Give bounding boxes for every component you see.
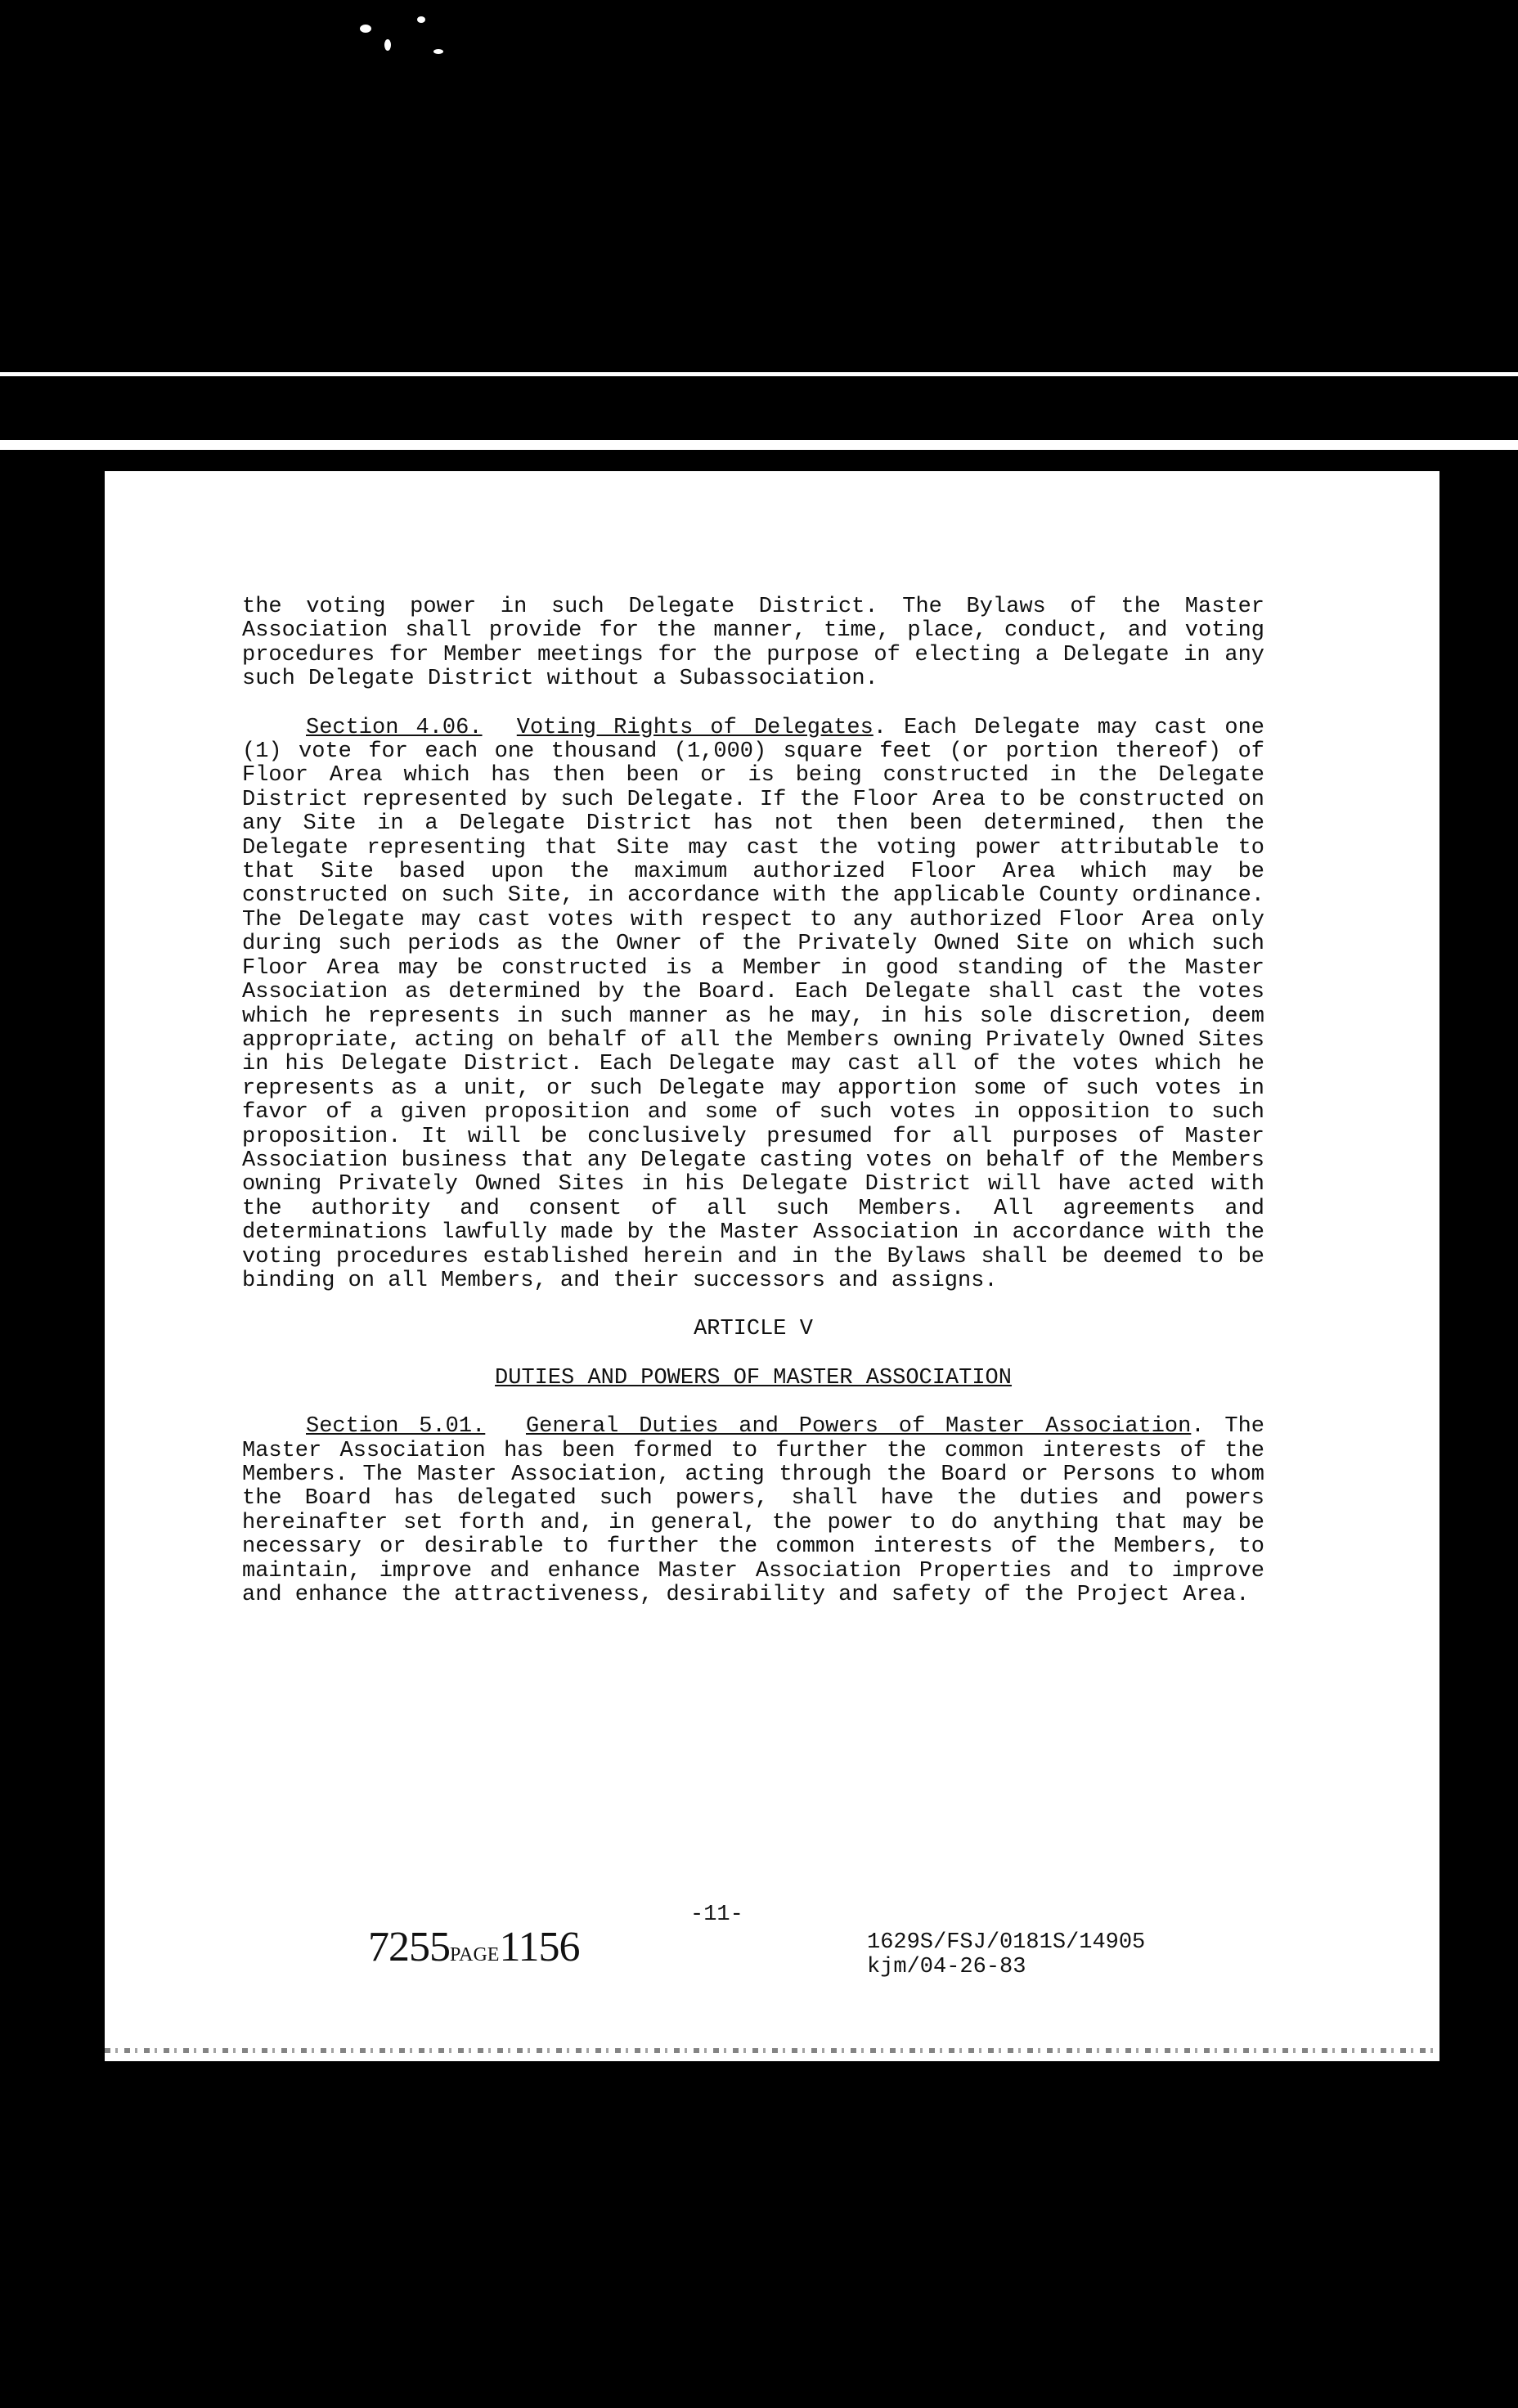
paragraph-section-4-06 xyxy=(242,717,1264,1294)
scan-noise-edge xyxy=(105,2048,1439,2053)
scan-border-line xyxy=(0,372,1518,376)
scan-speck xyxy=(433,49,443,54)
section-heading: Voting Rights of Delegates xyxy=(516,715,874,740)
recording-stamp xyxy=(368,1923,580,1971)
scan-speck xyxy=(417,16,425,23)
section-heading: General Duties and Powers of Master Association xyxy=(525,1414,1192,1440)
section-text: . The Master Association has been formed to further the common interests of the Members. The Master Association, acting through the Board or Persons to whom the Board has delegated such powers, shall have the duties and powers hereinafter set forth and, in general, the power to do anything that may be necessary or desirable to further the common interests of the Members, to maintain, improve and enhance Master Association Properties and to improve and enhance the attractiveness, desirability and safety of the Project Area. xyxy=(242,1414,1264,1608)
section-number: Section 5.01. xyxy=(306,1414,486,1440)
stamp-book: 7255 xyxy=(368,1924,450,1970)
paragraph-intro: the voting power in such Delegate District. The Bylaws of the Master Association shall provide for the manner, time, place, conduct, and voting procedures for Member meetings for the purpose of electing a Delegate in any such Delegate District without a Subassociation. xyxy=(242,595,1264,692)
document-body xyxy=(242,595,1264,1607)
stamp-page: 1156 xyxy=(499,1924,580,1970)
document-code xyxy=(867,1930,1145,1979)
page-number: -11- xyxy=(690,1903,743,1927)
scan-speck xyxy=(360,25,371,33)
article-title: ARTICLE V xyxy=(694,1317,813,1342)
section-number: Section 4.06. xyxy=(306,715,483,740)
stamp-page-label: PAGE xyxy=(450,1944,500,1965)
scan-speck xyxy=(384,39,391,51)
document-page xyxy=(105,471,1439,2061)
scan-border-line xyxy=(0,440,1518,450)
article-subtitle: DUTIES AND POWERS OF MASTER ASSOCIATION xyxy=(495,1365,1012,1390)
document-code-line: kjm/04-26-83 xyxy=(867,1955,1026,1979)
section-text: . Each Delegate may cast one (1) vote for each one thousand (1,000) square feet (or portion thereof) of Floor Area which has then been or is being constructed in the Delegate District represented by such Delegate. If the Floor Area to be constructed on any Site in a Delegate District has not then been determined, then the Delegate representing that Site may cast the voting power attributable to that Site based upon the maximum authorized Floor Area which may be constructed on such Site, in accordance with the applicable County ordinance. The Delegate may cast votes with respect to any authorized Floor Area only during such periods as the Owner of the Privately Owned Site on which such Floor Area may be constructed is a Member in good standing of the Master Association as determined by the Board. Each Delegate shall cast the votes which he represents in such manner as he may, in his sole discretion, deem appropriate, acting on behalf of all the Members owning Privately Owned Sites in his Delegate District. Each Delegate may cast all of the votes which he represents as a unit, or such Delegate may apportion some of such votes in favor of a given proposition and some of such votes in opposition to such proposition. It will be conclusively presumed for all purposes of Master Association business that any Delegate casting votes on behalf of the Members owning Privately Owned Sites in his Delegate District will have acted with the authority and consent of all such Members. All agreements and determinations lawfully made by the Master Association in accordance with the voting procedures established herein and in the Bylaws shall be deemed to be binding on all Members, and their successors and assigns. xyxy=(242,715,1264,1293)
document-code-line: 1629S/FSJ/0181S/14905 xyxy=(867,1930,1146,1955)
paragraph-section-5-01 xyxy=(242,1415,1264,1607)
